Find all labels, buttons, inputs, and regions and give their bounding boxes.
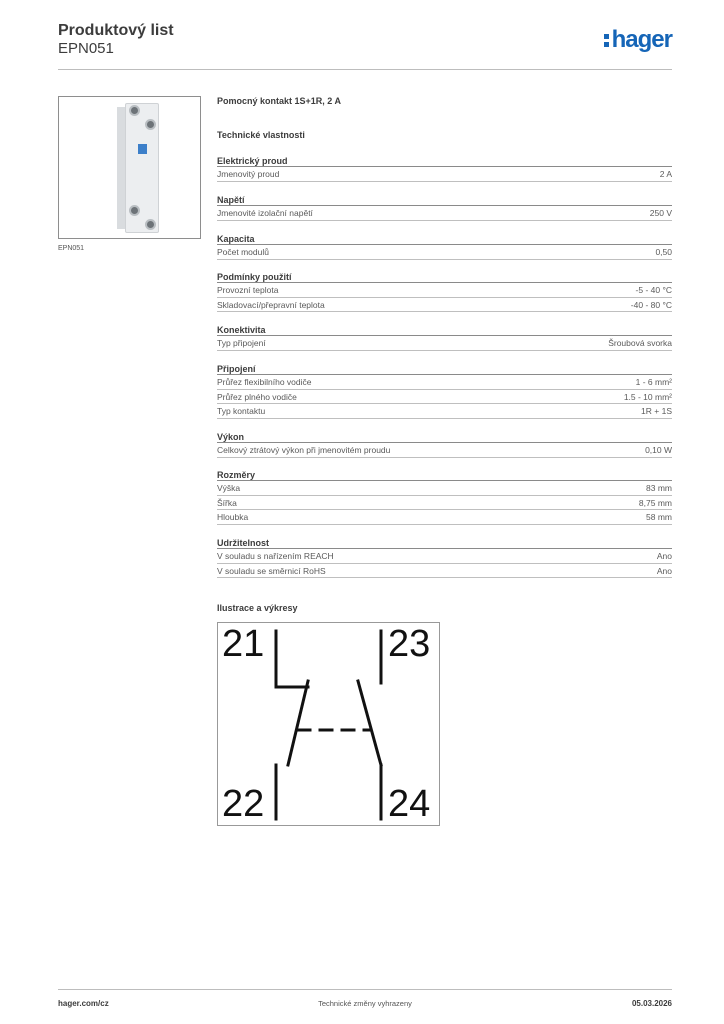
contact-nc-blade <box>288 681 308 765</box>
wiring-diagram <box>217 622 440 826</box>
section-conditions-of-use <box>217 271 672 312</box>
page-footer <box>58 989 672 1019</box>
spec-label: Jmenovité izolační napětí <box>217 208 313 218</box>
section-title: Podmínky použití <box>217 271 672 283</box>
contact-no-blade <box>358 681 381 765</box>
section-capacity <box>217 233 672 260</box>
page-header <box>58 20 672 70</box>
spec-value: 0,50 <box>655 247 672 257</box>
section-title: Kapacita <box>217 233 672 245</box>
spec-value: Ano <box>656 551 672 561</box>
spec-row <box>217 404 672 419</box>
hager-logo <box>604 26 672 54</box>
section-sustainability <box>217 537 672 578</box>
spec-value: -40 - 80 °C <box>630 299 672 310</box>
spec-row <box>217 375 672 390</box>
section-title: Elektrický proud <box>217 155 672 167</box>
spec-row <box>217 481 672 496</box>
spec-label: V souladu s nařízením REACH <box>217 551 334 561</box>
spec-value: 58 mm <box>646 512 672 522</box>
illustrations-title: Ilustrace a výkresy <box>217 603 298 613</box>
section-title: Připojení <box>217 363 672 375</box>
technical-properties-title: Technické vlastnosti <box>217 130 305 140</box>
spec-row <box>217 167 672 182</box>
spec-value: 250 V <box>649 208 672 218</box>
spec-value: Šroubová svorka <box>608 338 672 348</box>
section-connection <box>217 363 672 419</box>
spec-label: V souladu se směrnicí RoHS <box>217 565 326 576</box>
screw-icon <box>145 219 156 230</box>
spec-label: Počet modulů <box>217 247 269 257</box>
section-title: Rozměry <box>217 469 672 481</box>
spec-label: Průřez plného vodiče <box>217 391 297 402</box>
footer-date: 05.03.2026 <box>631 999 672 1008</box>
section-title: Napětí <box>217 194 672 206</box>
section-power <box>217 431 672 458</box>
spec-label: Typ kontaktu <box>217 406 266 416</box>
spec-row <box>217 390 672 405</box>
spec-value: 1.5 - 10 mm² <box>623 391 672 402</box>
terminal-label-22: 22 <box>222 783 265 825</box>
spec-row <box>217 298 672 313</box>
spec-label: Šířka <box>217 497 237 508</box>
product-code: EPN051 <box>58 40 114 57</box>
spec-value: 0,10 W <box>645 445 672 455</box>
spec-label: Jmenovitý proud <box>217 169 280 179</box>
spec-value: -5 - 40 °C <box>635 285 672 295</box>
spec-row <box>217 510 672 525</box>
spec-value: 83 mm <box>646 483 672 493</box>
spec-row <box>217 283 672 298</box>
screw-icon <box>145 119 156 130</box>
section-electric-current <box>217 155 672 182</box>
spec-row <box>217 564 672 579</box>
logo-dots-icon <box>604 31 609 48</box>
terminal-label-23: 23 <box>388 623 431 665</box>
product-image-caption: EPN051 <box>58 245 85 252</box>
spec-label: Provozní teplota <box>217 285 279 295</box>
screw-icon <box>129 105 140 116</box>
section-title: Udržitelnost <box>217 537 672 549</box>
logo-text: hager <box>611 26 672 53</box>
spec-row <box>217 496 672 511</box>
document-title: Produktový list <box>58 22 174 39</box>
spec-row <box>217 206 672 221</box>
indicator-stripe <box>138 144 147 154</box>
spec-label: Skladovací/přepravní teplota <box>217 299 325 310</box>
spec-value: 1R + 1S <box>641 406 672 416</box>
section-title: Konektivita <box>217 324 672 336</box>
product-image <box>58 96 201 239</box>
spec-label: Výška <box>217 483 241 493</box>
spec-row <box>217 549 672 564</box>
spec-value: 8,75 mm <box>638 497 672 508</box>
spec-label: Typ připojení <box>217 338 266 348</box>
spec-value: 1 - 6 mm² <box>635 377 672 387</box>
section-voltage <box>217 194 672 221</box>
screw-icon <box>129 205 140 216</box>
footer-disclaimer: Technické změny vyhrazeny <box>318 999 412 1008</box>
product-name: Pomocný kontakt 1S+1R, 2 A <box>217 96 341 106</box>
spec-value: Ano <box>656 565 672 576</box>
footer-website-link[interactable]: hager.com/cz <box>58 999 109 1008</box>
terminal-label-21: 21 <box>222 623 265 665</box>
terminal-label-24: 24 <box>388 783 431 825</box>
spec-value: 2 A <box>659 169 672 179</box>
spec-label: Hloubka <box>217 512 249 522</box>
section-connectivity <box>217 324 672 351</box>
section-title: Výkon <box>217 431 672 443</box>
spec-label: Celkový ztrátový výkon při jmenovitém proudu <box>217 445 391 455</box>
spec-row <box>217 336 672 351</box>
spec-label: Průřez flexibilního vodiče <box>217 377 312 387</box>
spec-row <box>217 443 672 458</box>
section-dimensions <box>217 469 672 525</box>
spec-row <box>217 245 672 260</box>
